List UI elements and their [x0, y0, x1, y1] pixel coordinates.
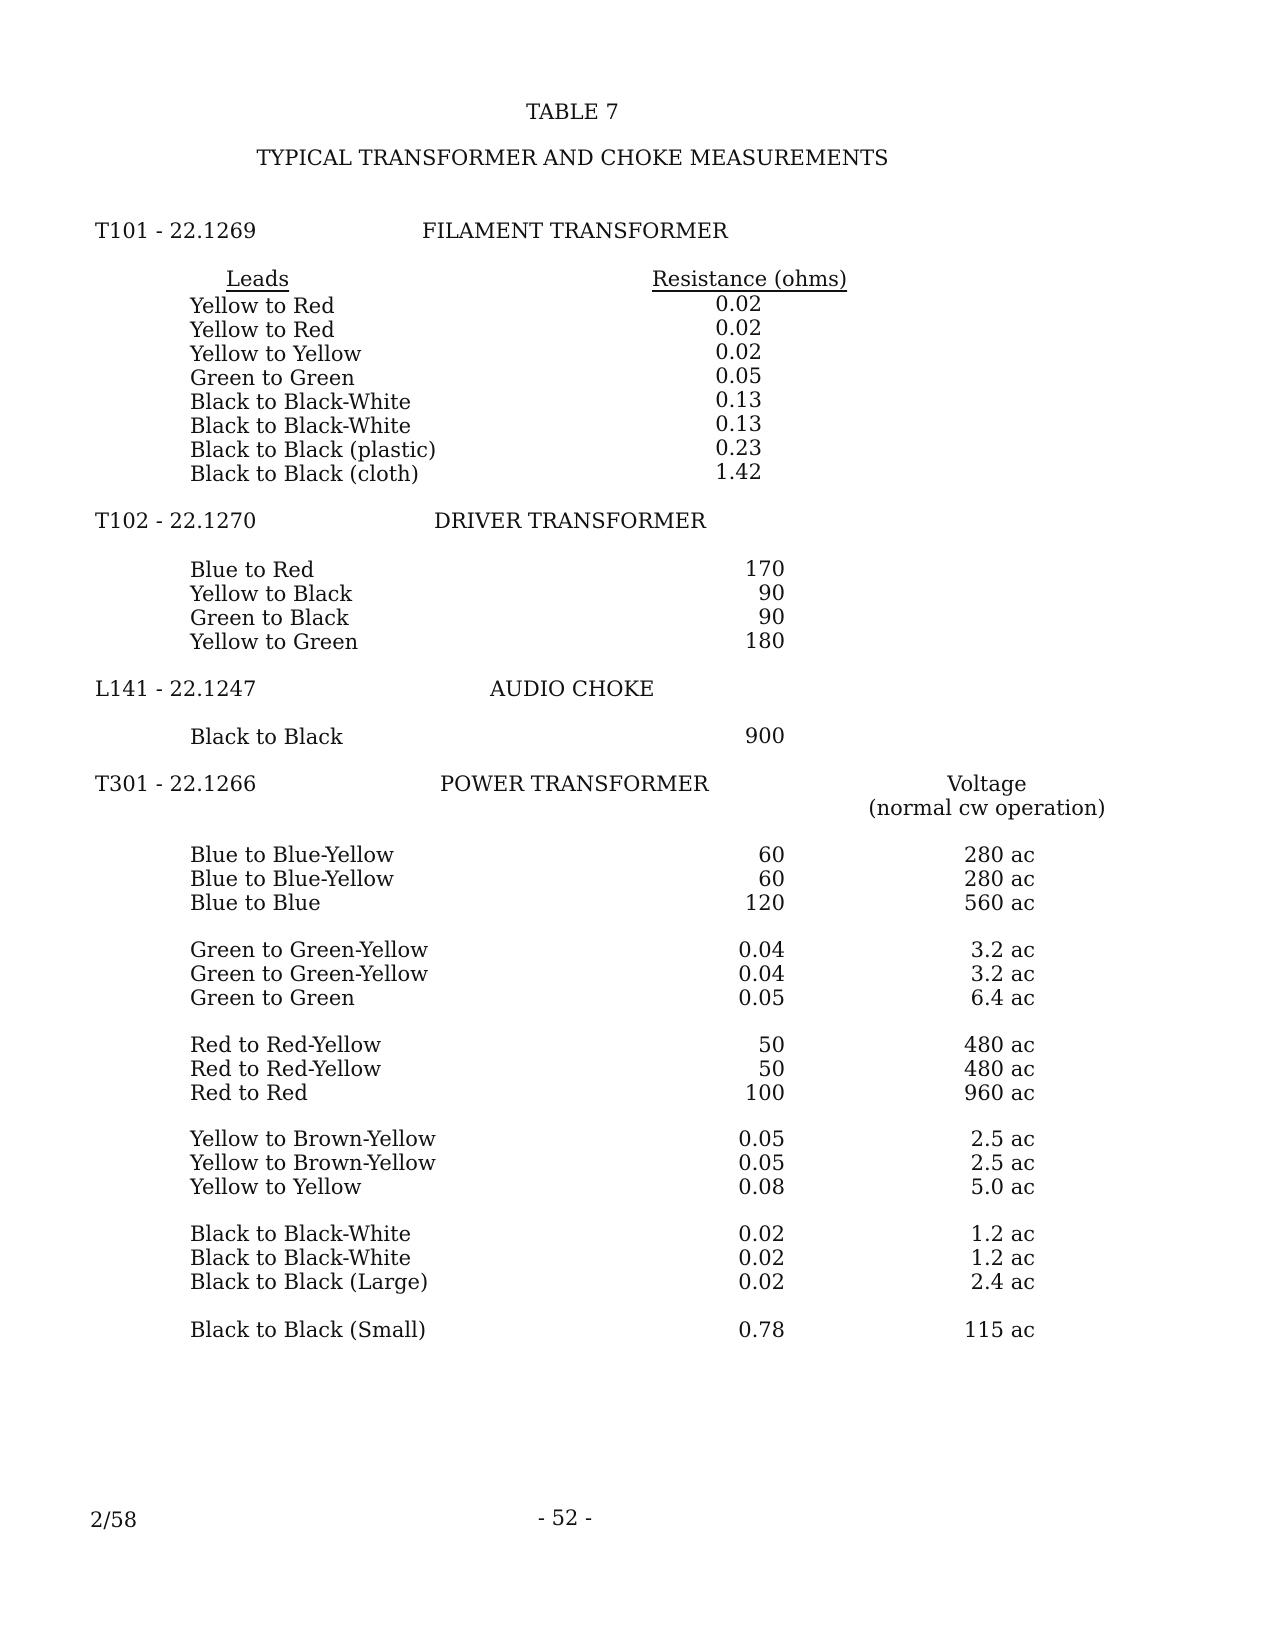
table-row-resistance: 100 — [744, 1081, 785, 1105]
table-row-leads: Blue to Blue-Yellow — [190, 867, 394, 891]
table-row-resistance: 0.02 — [715, 292, 762, 316]
table-row-leads: Yellow to Yellow — [190, 1175, 362, 1199]
table-row-voltage: 280 ac — [963, 867, 1035, 891]
table-row-resistance: 0.02 — [738, 1222, 785, 1246]
table-row-resistance: 60 — [758, 867, 785, 891]
table-row-resistance: 0.78 — [738, 1318, 785, 1342]
table-row-resistance: 50 — [758, 1033, 785, 1057]
table-row-resistance: 180 — [744, 629, 785, 653]
table-row-resistance: 900 — [744, 724, 785, 748]
voltage-column-note: (normal cw operation) — [868, 796, 1106, 820]
table-row-resistance: 50 — [758, 1057, 785, 1081]
table-row-leads: Black to Black-White — [190, 1246, 412, 1270]
page-number: - 52 - — [537, 1506, 593, 1530]
table-row-leads: Red to Red-Yellow — [190, 1033, 382, 1057]
table-row-voltage: 6.4 ac — [970, 986, 1035, 1010]
table-row-resistance: 0.05 — [738, 986, 785, 1010]
table-row-leads: Red to Red-Yellow — [190, 1057, 382, 1081]
section-id: T301 - 22.1266 — [95, 772, 257, 796]
table-row-voltage: 1.2 ac — [970, 1222, 1035, 1246]
table-row-voltage: 2.5 ac — [970, 1151, 1035, 1175]
table-row-leads: Blue to Red — [190, 558, 315, 582]
section-name: POWER TRANSFORMER — [440, 772, 709, 796]
table-row-resistance: 90 — [758, 581, 785, 605]
table-row-resistance: 0.02 — [715, 340, 762, 364]
table-row-leads: Blue to Blue — [190, 891, 321, 915]
table-row-resistance: 0.08 — [738, 1175, 785, 1199]
table-row-voltage: 5.0 ac — [970, 1175, 1035, 1199]
table-row-voltage: 3.2 ac — [970, 962, 1035, 986]
table-row-resistance: 0.04 — [738, 962, 785, 986]
table-row-leads: Green to Black — [190, 606, 349, 630]
table-row-resistance: 90 — [758, 605, 785, 629]
table-row-resistance: 0.13 — [715, 388, 762, 412]
table-row-voltage: 3.2 ac — [970, 938, 1035, 962]
section-name: DRIVER TRANSFORMER — [434, 509, 706, 533]
table-row-leads: Yellow to Brown-Yellow — [190, 1127, 436, 1151]
table-row-leads: Yellow to Red — [190, 318, 335, 342]
table-row-leads: Black to Black (plastic) — [190, 438, 437, 462]
section-name: AUDIO CHOKE — [490, 677, 655, 701]
leads-column-header: Leads — [226, 267, 290, 291]
table-row-resistance: 0.23 — [715, 436, 762, 460]
section-id: T101 - 22.1269 — [95, 219, 257, 243]
resistance-column-header: Resistance (ohms) — [652, 267, 848, 291]
section-id: L141 - 22.1247 — [95, 677, 257, 701]
table-row-voltage: 960 ac — [963, 1081, 1035, 1105]
table-row-resistance: 0.05 — [738, 1127, 785, 1151]
table-row-leads: Yellow to Black — [190, 582, 353, 606]
table-row-resistance: 60 — [758, 843, 785, 867]
table-row-resistance: 0.02 — [738, 1246, 785, 1270]
page-title: TYPICAL TRANSFORMER AND CHOKE MEASUREMENTS — [256, 146, 889, 170]
table-row-resistance: 0.02 — [738, 1270, 785, 1294]
footer-date: 2/58 — [90, 1508, 138, 1532]
section-name: FILAMENT TRANSFORMER — [422, 219, 728, 243]
table-row-leads: Black to Black (Small) — [190, 1318, 427, 1342]
table-row-resistance: 170 — [744, 557, 785, 581]
table-row-leads: Green to Green-Yellow — [190, 938, 429, 962]
table-row-resistance: 0.05 — [738, 1151, 785, 1175]
section-id: T102 - 22.1270 — [95, 509, 257, 533]
table-row-leads: Green to Green-Yellow — [190, 962, 429, 986]
table-row-resistance: 0.05 — [715, 364, 762, 388]
table-row-leads: Black to Black-White — [190, 1222, 412, 1246]
table-row-resistance: 1.42 — [715, 460, 762, 484]
table-row-voltage: 560 ac — [963, 891, 1035, 915]
table-row-leads: Red to Red — [190, 1081, 308, 1105]
table-row-voltage: 480 ac — [963, 1033, 1035, 1057]
table-row-leads: Black to Black — [190, 725, 343, 749]
table-label: TABLE 7 — [526, 100, 619, 124]
table-row-voltage: 2.4 ac — [970, 1270, 1035, 1294]
voltage-column-header: Voltage — [947, 772, 1027, 796]
table-row-leads: Yellow to Brown-Yellow — [190, 1151, 436, 1175]
table-row-leads: Black to Black (cloth) — [190, 462, 419, 486]
table-row-voltage: 480 ac — [963, 1057, 1035, 1081]
table-row-resistance: 0.13 — [715, 412, 762, 436]
table-row-leads: Green to Green — [190, 986, 355, 1010]
table-row-voltage: 2.5 ac — [970, 1127, 1035, 1151]
table-row-leads: Black to Black-White — [190, 390, 412, 414]
table-row-leads: Black to Black (Large) — [190, 1270, 429, 1294]
table-row-resistance: 0.02 — [715, 316, 762, 340]
table-row-resistance: 120 — [744, 891, 785, 915]
table-row-voltage: 1.2 ac — [970, 1246, 1035, 1270]
table-row-leads: Green to Green — [190, 366, 355, 390]
table-row-leads: Yellow to Yellow — [190, 342, 362, 366]
table-row-leads: Yellow to Green — [190, 630, 359, 654]
table-row-voltage: 115 ac — [963, 1318, 1035, 1342]
table-row-voltage: 280 ac — [963, 843, 1035, 867]
table-row-resistance: 0.04 — [738, 938, 785, 962]
table-row-leads: Blue to Blue-Yellow — [190, 843, 394, 867]
table-row-leads: Black to Black-White — [190, 414, 412, 438]
table-row-leads: Yellow to Red — [190, 294, 335, 318]
